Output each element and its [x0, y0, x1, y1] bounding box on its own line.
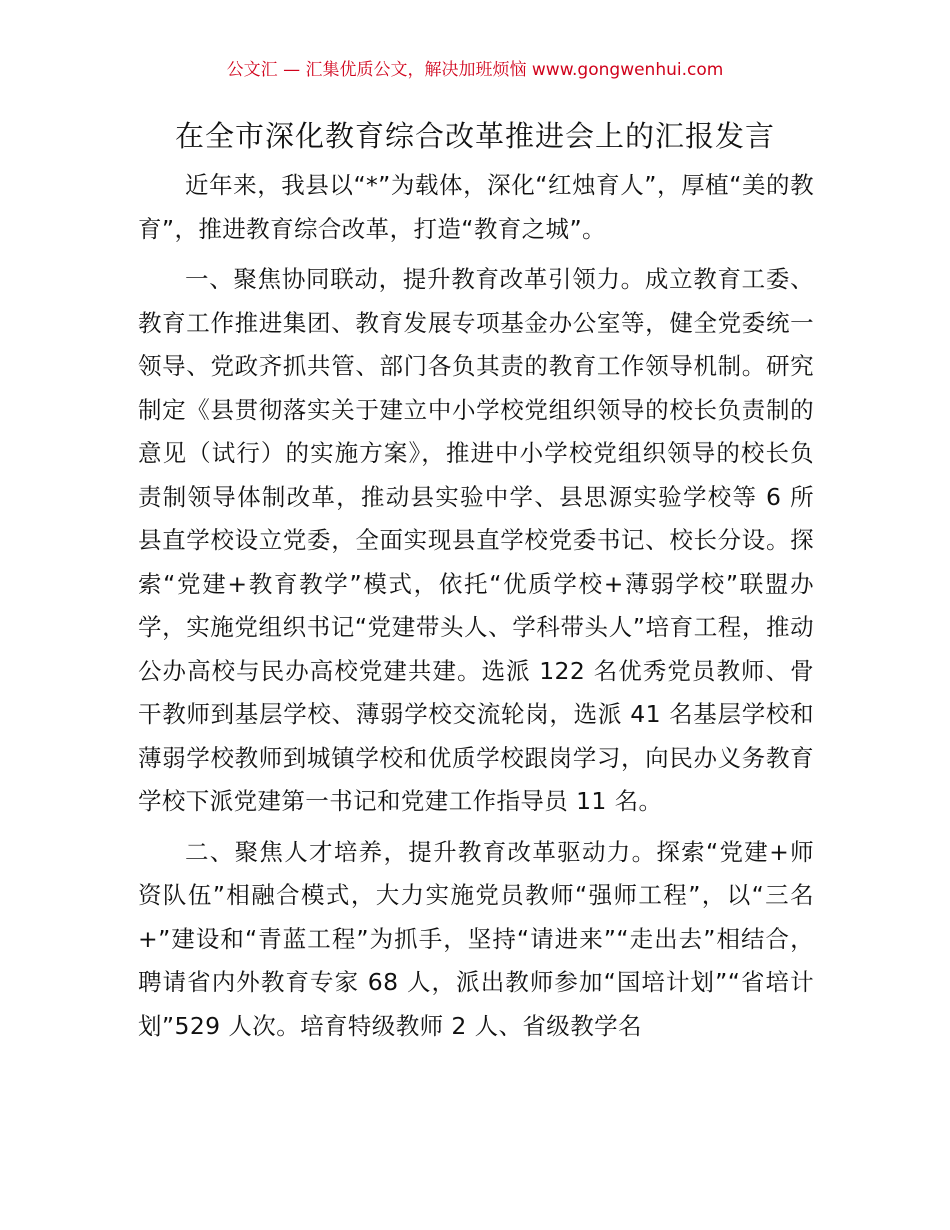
document-title: 在全市深化教育综合改革推进会上的汇报发言: [174, 119, 775, 153]
paragraph-intro: 近年来，我县以“*”为载体，深化“红烛育人”，厚植“美的教育”，推进教育综合改革，打造“教育之城”。: [138, 171, 814, 243]
paragraph-section-1: 一、聚焦协同联动，提升教育改革引领力。成立教育工委、教育工作推进集团、教育发展专项基金办公室等，健全党委统一领导、党政齐抓共管、部门各负其责的教育工作领导机制。研究制定《县贯彻落实关于建立中小学校党组织领导的校长负责制的意见（试行）的实施方案》，推进中小学校党组织领导的校长负责制领导体制改革，推动县实验中学、县思源实验学校等 6 所县直学校设立党委，全面实现县直学校党委书记、校长分设。探索“党建+教育教学”模式，依托“优质学校+薄弱学校”联盟办学，实施党组织书记“党建带头人、学科带头人”培育工程，推动公办高校与民办高校党建共建。选派 122 名优秀党员教师、骨干教师到基层学校、薄弱学校交流轮岗，选派 41 名基层学校和薄弱学校教师到城镇学校和优质学校跟岗学习，向民办义务教育学校下派党建第一书记和党建工作指导员 11 名。: [138, 265, 814, 815]
paragraph-section-2: 二、聚焦人才培养，提升教育改革驱动力。探索“党建+师资队伍”相融合模式，大力实施党员教师“强师工程”，以“三名+”建设和“青蓝工程”为抓手，坚持“请进来”“走出去”相结合，聘请省内外教育专家 68 人，派出教师参加“国培计划”“省培计划”529 人次。培育特级教师 2 人、省级教学名: [138, 837, 814, 1040]
document-body: [138, 164, 814, 1055]
site-banner: 公文汇 — 汇集优质公文，解决加班烦恼 www.gongwenhui.com: [226, 60, 724, 80]
